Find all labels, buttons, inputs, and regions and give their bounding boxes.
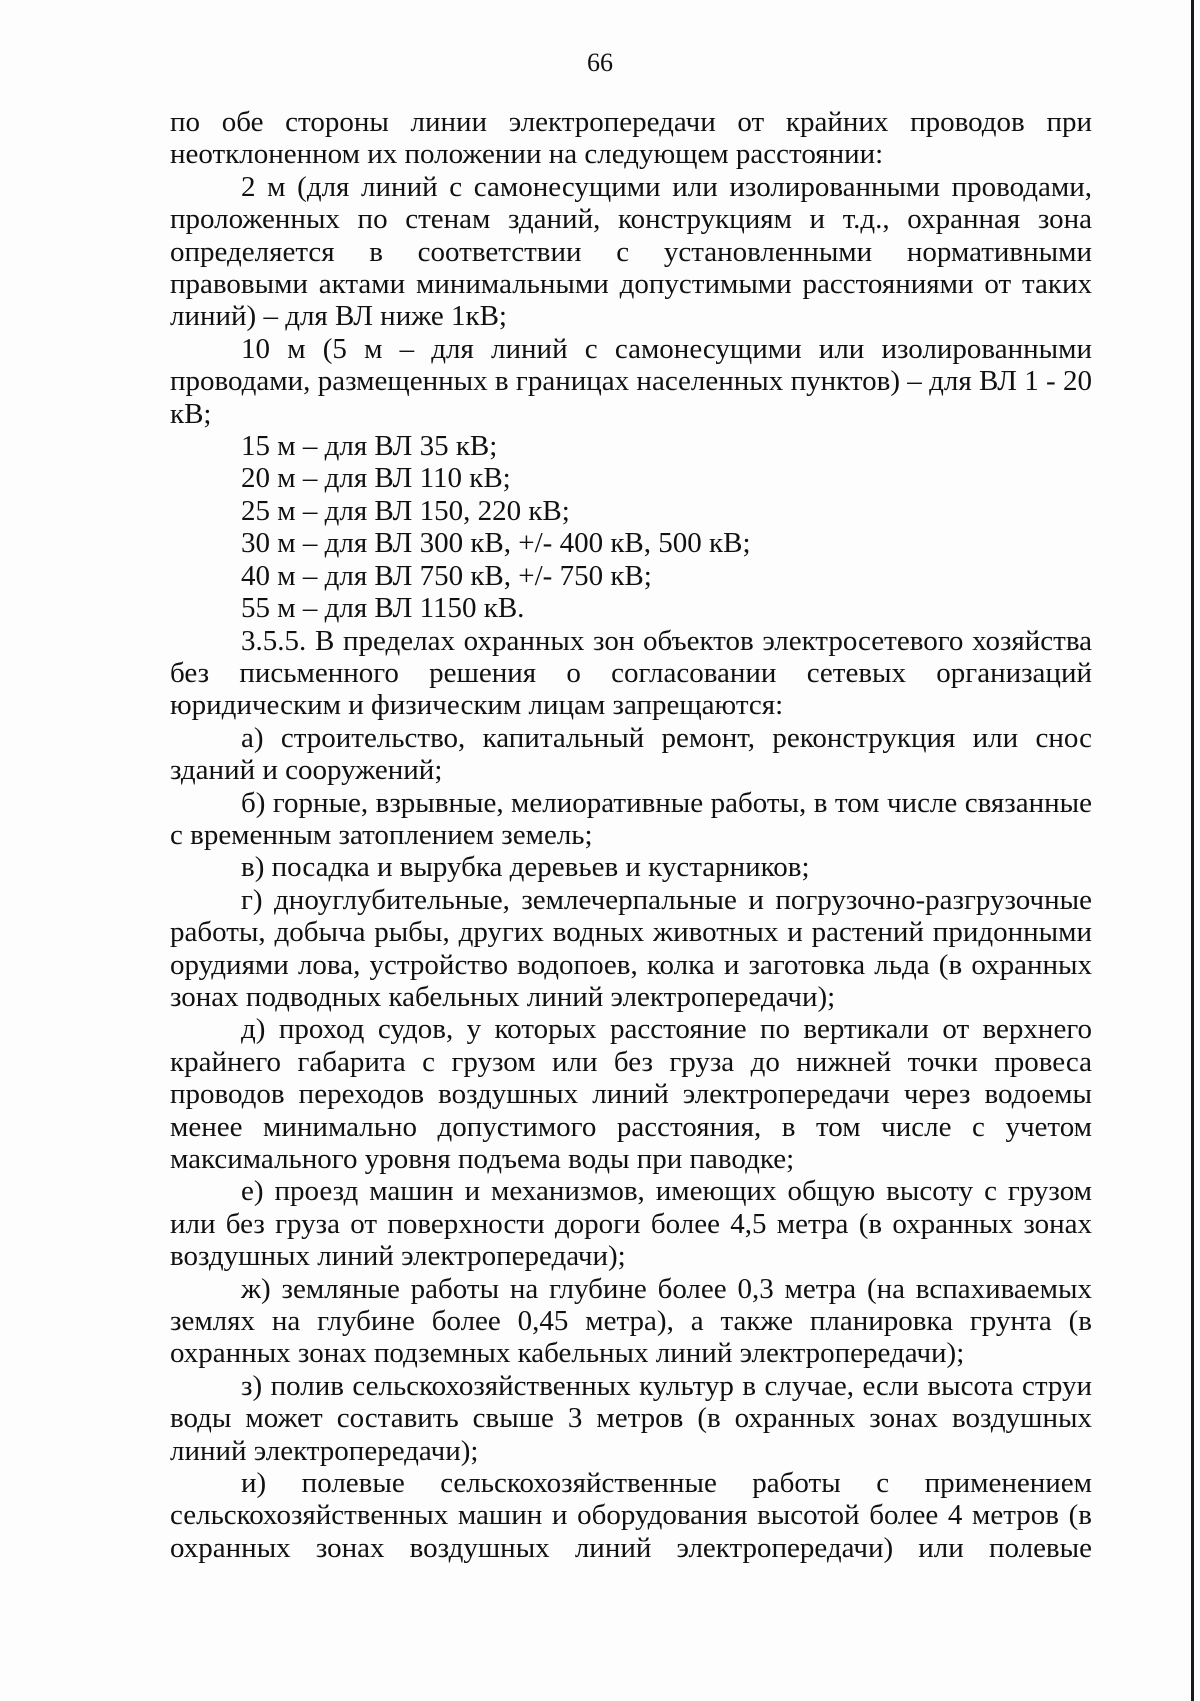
list-item-zone-25m: 25 м – для ВЛ 150, 220 кВ; [241,494,570,527]
list-item-g: г) дноуглубительные, землечерпальные и погрузочно-разгрузочные работы, добыча рыбы, других водных животных и растений придонными орудиями лова, устройство водопоев, колка и заготовка льда (в охранных зонах подводных кабельных линий электропередачи); [170,883,1092,1013]
list-item-d: д) проход судов, у которых расстояние по вертикали от верхнего крайнего габарита с грузом или без груза до нижней точки провеса проводов переходов воздушных линий электропередачи через водоемы менее минимально допустимого расстояния, в том числе с учетом максимального уровня подъема воды при паводке; [170,1013,1092,1175]
list-item-a: а) строительство, капитальный ремонт, реконструкция или снос зданий и сооружений; [170,721,1092,787]
list-item-zh: ж) земляные работы на глубине более 0,3 метра (на вспахиваемых землях на глубине более 0,45 метра), а также планировка грунта (в охранных зонах подземных кабельных линий электропередачи); [170,1272,1092,1370]
list-item-zone-20m: 20 м – для ВЛ 110 кВ; [241,462,511,495]
paragraph-zone-2m: 2 м (для линий с самонесущими или изолированными проводами, проложенных по стенам зданий, конструкциям и т.д., охранная зона определяется в соответствии с установленными нормативными правовыми актами минимальными допустимыми расстояниями от таких линий) – для ВЛ ниже 1кВ; [170,170,1092,333]
scan-edge-line [1191,0,1194,1701]
list-item-e: е) проезд машин и механизмов, имеющих общую высоту с грузом или без груза от поверхности дороги более 4,5 метра (в охранных зонах воздушных линий электропередачи); [170,1175,1092,1273]
paragraph-section-3-5-5: 3.5.5. В пределах охранных зон объектов электросетевого хозяйства без письменного решения о согласовании сетевых организаций юридическим и физическим лицам запрещаются: [170,624,1092,722]
list-item-zone-30m: 30 м – для ВЛ 300 кВ, +/- 400 кВ, 500 кВ; [241,527,751,560]
list-item-zone-15m: 15 м – для ВЛ 35 кВ; [241,430,498,463]
list-item-v: в) посадка и вырубка деревьев и кустарников; [241,851,810,884]
page-number: 66 [587,48,613,77]
list-item-i: и) полевые сельскохозяйственные работы с применением сельскохозяйственных машин и оборудования высотой более 4 метров (в охранных зонах воздушных линий электропередачи) или полевые [170,1467,1092,1564]
paragraph-continuation: по обе стороны линии электропередачи от крайних проводов при неотклоненном их положении на следующем расстоянии: [170,106,1092,171]
list-item-zone-55m: 55 м – для ВЛ 1150 кВ. [241,592,525,625]
list-item-zone-40m: 40 м – для ВЛ 750 кВ, +/- 750 кВ; [241,559,652,592]
list-item-z: з) полив сельскохозяйственных культур в случае, если высота струи воды может составить свыше 3 метров (в охранных зонах воздушных линий электропередачи); [170,1369,1092,1467]
document-body [170,106,1092,1564]
paragraph-zone-10m: 10 м (5 м – для линий с самонесущими или изолированными проводами, размещенных в границах населенных пунктов) – для ВЛ 1 - 20 кВ; [170,332,1092,430]
list-item-b: б) горные, взрывные, мелиоративные работы, в том числе связанные с временным затоплением земель; [170,786,1092,851]
